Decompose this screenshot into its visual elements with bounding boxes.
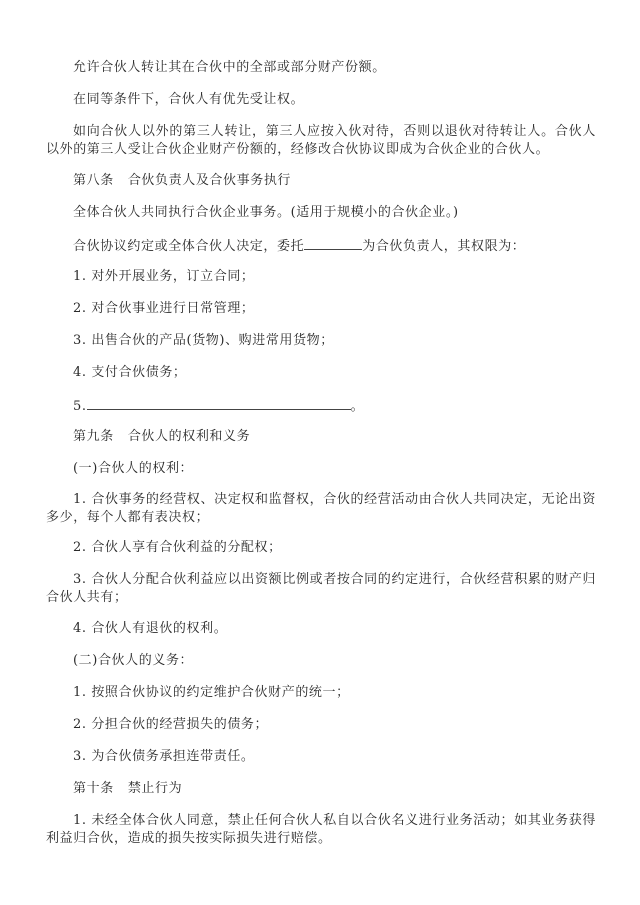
article-10-heading	[46, 780, 596, 798]
authority-5-blank[interactable]	[87, 396, 351, 410]
list-item-right-2: 2. 合伙人享有合伙利益的分配权；	[73, 540, 282, 555]
paragraph-preemptive-right: 在同等条件下，合伙人有优先受让权。	[73, 92, 305, 107]
paragraph-entrust-manager	[46, 236, 596, 256]
list-item-obligation-3: 3. 为合伙债务承担连带责任。	[73, 749, 255, 764]
list-item-prohibition-1: 1. 未经全体合伙人同意，禁止任何合伙人私自以合伙名义进行业务活动；如其业务获得利益归合伙，造成的损失按实际损失进行赔偿。	[46, 813, 596, 846]
item-5-number: 5.	[73, 399, 87, 414]
list-item-obligation-2: 2. 分担合伙的经营损失的债务；	[73, 717, 269, 732]
paragraph-transfer-allowed: 允许合伙人转让其在合伙中的全部或部分财产份额。	[73, 60, 386, 75]
list-item-authority-2: 2. 对合伙事业进行日常管理；	[73, 301, 255, 316]
list-item-obligation-1: 1. 按照合伙协议的约定维护合伙财产的统一；	[73, 685, 350, 700]
article-8-heading	[46, 172, 596, 190]
list-item-right-4: 4. 合伙人有退伙的权利。	[73, 621, 228, 636]
list-item-authority-3: 3. 出售合伙的产品(货物)、购进常用货物；	[73, 333, 334, 348]
paragraph-third-party-transfer: 如向合伙人以外的第三人转让，第三人应按入伙对待，否则以退伙对待转让人。合伙人以外的第三人受让合伙企业财产份额的，经修改合伙协议即成为合伙企业的合伙人。	[46, 124, 596, 157]
article-9-title: 合伙人的权利和义务	[127, 429, 251, 444]
list-item-authority-5	[46, 396, 596, 416]
list-item-authority-4: 4. 支付合伙债务；	[73, 365, 187, 380]
article-9-number: 第九条	[73, 429, 114, 444]
list-item-authority-1: 1. 对外开展业务，订立合同；	[73, 269, 255, 284]
entrust-text-after: 为合伙负责人，其权限为：	[362, 239, 526, 254]
subheading-partner-rights: (一)合伙人的权利：	[73, 461, 194, 476]
manager-name-blank[interactable]	[304, 236, 362, 250]
article-9-heading	[46, 428, 596, 446]
paragraph-joint-execution: 全体合伙人共同执行合伙企业事务。(适用于规模小的合伙企业。)	[73, 205, 459, 220]
item-5-period: 。	[350, 399, 365, 414]
subheading-partner-obligations: (二)合伙人的义务：	[73, 653, 194, 668]
article-8-number: 第八条	[73, 173, 114, 188]
article-10-title: 禁止行为	[127, 781, 183, 796]
article-10-number: 第十条	[73, 781, 114, 796]
list-item-right-3: 3. 合伙人分配合伙利益应以出资额比例或者按合同的约定进行，合伙经营积累的财产归合伙人共有；	[46, 572, 596, 605]
entrust-text-before: 合伙协议约定或全体合伙人决定，委托	[73, 239, 305, 254]
article-8-title: 合伙负责人及合伙事务执行	[127, 173, 292, 188]
list-item-right-1: 1. 合伙事务的经营权、决定权和监督权，合伙的经营活动由合伙人共同决定，无论出资多少，每个人都有表决权；	[46, 492, 596, 525]
